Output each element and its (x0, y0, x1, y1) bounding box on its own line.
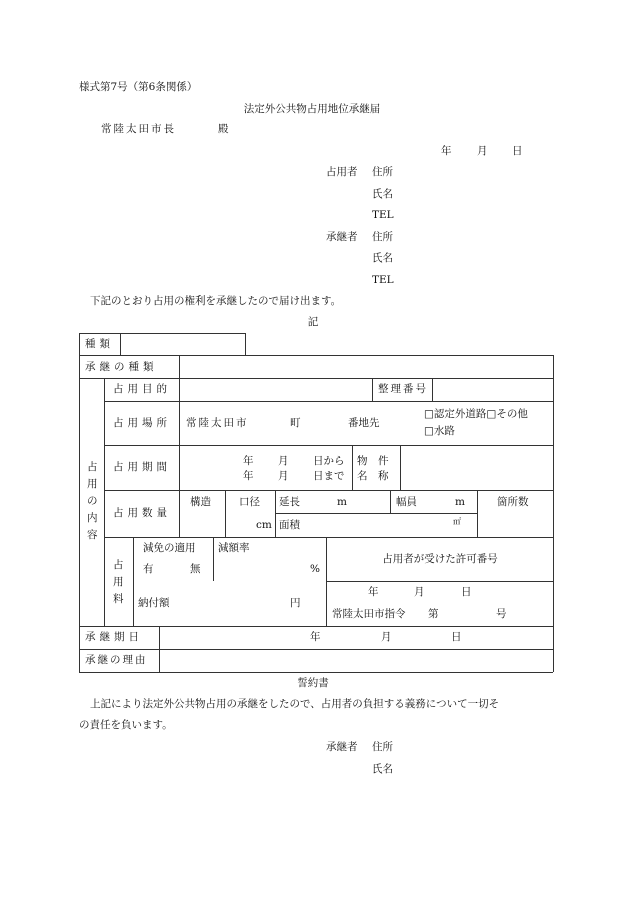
occupation-char-4: 内 (87, 512, 98, 524)
structure-label: 構造 (190, 496, 211, 508)
date-year: 年 (441, 145, 452, 157)
succession-date-label: 承継期日 (85, 631, 143, 643)
exemption-yes[interactable]: 有 (143, 563, 154, 575)
permit-year: 年 (368, 586, 379, 598)
period-to-month: 月 (278, 470, 289, 482)
succession-date-month: 月 (381, 631, 392, 643)
ki-heading: 記 (307, 316, 319, 328)
permit-day: 日 (461, 586, 472, 598)
succession-date-day: 日 (451, 631, 462, 643)
date-day: 日 (512, 145, 523, 157)
exemption-label: 減免の適用 (143, 542, 196, 554)
length-unit: m (337, 496, 347, 508)
permit-go: 号 (496, 608, 507, 620)
area-label: 面積 (279, 519, 300, 531)
successor-tel-label: TEL (372, 274, 394, 286)
count-label: 箇所数 (497, 496, 529, 508)
diameter-label: 口径 (239, 496, 260, 508)
width-label: 幅員 (396, 496, 417, 508)
date-month: 月 (477, 145, 488, 157)
occupation-char-5: 容 (87, 529, 98, 541)
reference-number-label: 整理番号 (378, 383, 428, 395)
fee-char-3: 料 (113, 593, 124, 605)
intro-text: 下記のとおり占用の権利を承継したので届け出ます。 (90, 295, 342, 307)
pledge-address-label: 住所 (372, 741, 393, 753)
permit-number-label: 占用者が受けた許可番号 (382, 553, 498, 565)
location-city: 常陸太田市 (186, 417, 249, 429)
reduction-rate-label: 減額率 (218, 542, 250, 554)
diameter-unit: cm (256, 519, 272, 531)
addressee: 常陸太田市長 (101, 123, 176, 135)
honorific: 殿 (218, 123, 229, 135)
reduction-rate-unit: % (310, 563, 320, 575)
pledge-title: 誓約書 (297, 677, 329, 689)
width-unit: m (455, 496, 465, 508)
occupant-tel-label: TEL (372, 209, 394, 221)
successor-name-label: 氏名 (372, 252, 393, 264)
occupant-address-label: 住所 (372, 166, 393, 178)
period-to-year: 年 (243, 470, 254, 482)
succession-date-year: 年 (310, 631, 321, 643)
form-title: 法定外公共物占用地位承継届 (243, 103, 381, 115)
succession-kind-label: 承継の種類 (85, 361, 158, 373)
payment-label: 納付額 (138, 597, 170, 609)
kind-label: 種類 (85, 338, 114, 350)
permit-dai: 第 (428, 608, 439, 620)
succession-reason-label: 承継の理由 (85, 654, 148, 666)
occupation-char-3: の (87, 495, 98, 507)
location-town: 町 (290, 417, 301, 429)
period-from: 日から (313, 455, 345, 467)
permit-month: 月 (414, 586, 425, 598)
object-label-2: 名 称 (357, 470, 389, 482)
road-type-checkbox-1[interactable]: □認定外道路□その他 (424, 408, 528, 420)
permit-prefix: 常陸太田市指令 (332, 608, 406, 620)
road-type-checkbox-2[interactable]: □水路 (424, 425, 455, 437)
occupant-name-label: 氏名 (372, 188, 393, 200)
period-to: 日まで (313, 470, 345, 482)
exemption-no[interactable]: 無 (190, 563, 201, 575)
occupation-char-1: 占 (87, 461, 98, 473)
object-label-1: 物 件 (357, 455, 389, 467)
location-lot: 番地先 (348, 417, 380, 429)
purpose-label: 占用目的 (113, 383, 171, 395)
successor-label: 承継者 (326, 231, 358, 243)
occupant-label: 占用者 (326, 166, 358, 178)
fee-char-2: 用 (113, 576, 124, 588)
occupation-char-2: 用 (87, 478, 98, 490)
pledge-text-2: の責任を負います。 (79, 719, 173, 731)
length-label: 延長 (279, 496, 300, 508)
quantity-label: 占用数量 (113, 507, 171, 519)
area-unit: ㎡ (453, 517, 461, 526)
pledge-text-1: 上記により法定外公共物占用の承継をしたので、占用者の負担する義務について一切そ (90, 698, 500, 710)
period-label: 占用期間 (113, 461, 171, 473)
period-from-month: 月 (278, 455, 289, 467)
pledge-name-label: 氏名 (372, 763, 393, 775)
form-number: 様式第7号（第6条関係） (79, 81, 198, 93)
payment-unit: 円 (290, 597, 301, 609)
period-from-year: 年 (243, 455, 254, 467)
location-label: 占用場所 (113, 417, 171, 429)
fee-char-1: 占 (113, 559, 124, 571)
successor-address-label: 住所 (372, 231, 393, 243)
pledge-successor-label: 承継者 (326, 741, 358, 753)
